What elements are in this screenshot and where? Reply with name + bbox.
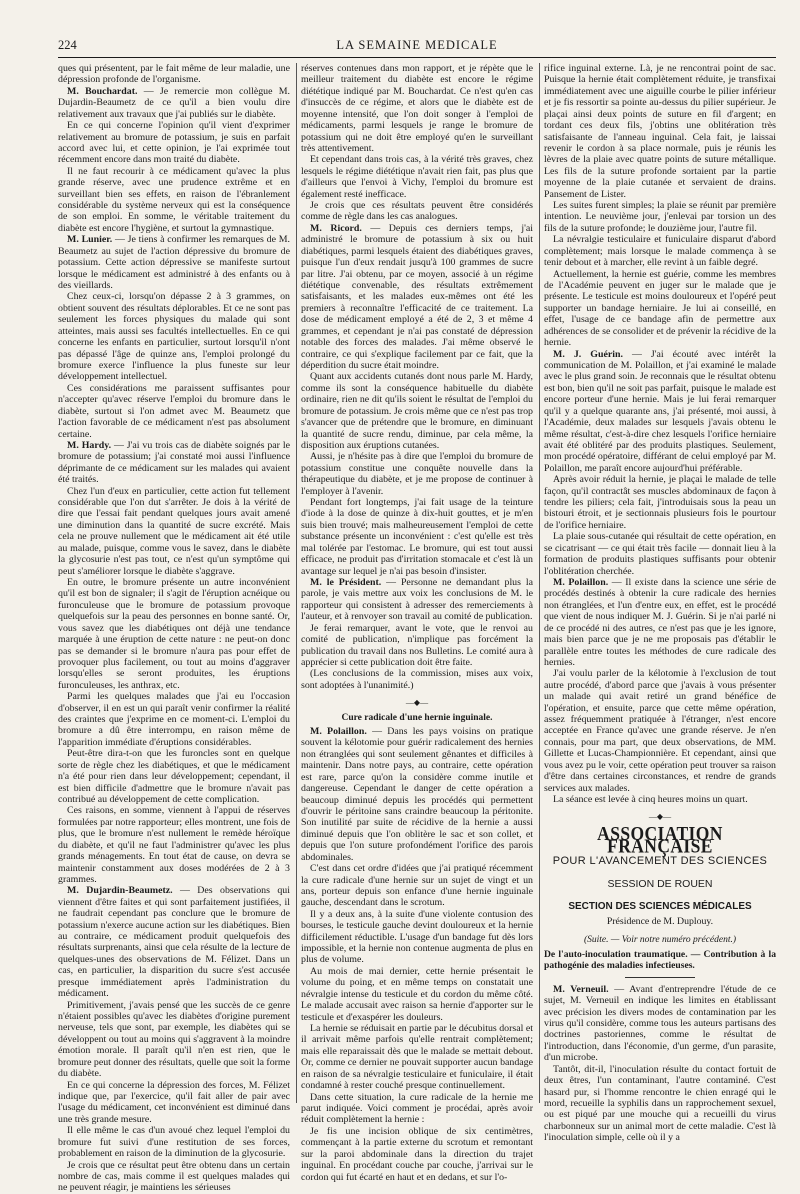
paragraph-text: — Depuis ces derniers temps, j'ai administré le bromure de potassium à six ou huit diabétiques, parmi lesquels étaient des diabétiques graves, puisque l'un d'eux rendait jusqu'à 100 grammes de sucre par litre. J'ai obtenu, par ce moyen, associé à un régime diététique convenable, des résultats extrêmement satisfaisants, et les malades eux-mêmes ont été les premiers à reconnaître l'efficacité de ce traitement. La dose de médicament employé a été de 2, 3 et même 4 grammes, et cependant je n'ai pas constaté de dépression notable des forces des malades. J'ai même observé le contraire, ce qui s'explique facilement par ce fait, que la déperdition du sucre était moindre. xyxy=(301,222,533,371)
paragraph xyxy=(301,63,533,154)
column-2-paragraphs-a xyxy=(301,63,533,691)
paragraph xyxy=(58,291,290,382)
paragraph xyxy=(58,1160,290,1194)
paragraph-text: La plaie sous-cutanée qui résultait de cette opération, en se cicatrisant — ce qui était très facile — donnait lieu à la formation de produits plastiques suffisants pour obtenir l'oblitération cherchée. xyxy=(544,531,776,577)
paragraph-text: Au mois de mai dernier, cette hernie présentait le volume du poing, et en même temps on constatait une névralgie intense du testicule et du cordon du même côté. Le malade accusait avec raison sa hernie d'apporter sur le testicule et d'exaspérer les douleurs. xyxy=(301,965,533,1023)
session-heading: SESSION DE ROUEN xyxy=(607,878,713,891)
running-head xyxy=(58,38,776,52)
speaker-name: M. Polaillon. xyxy=(553,576,609,588)
paragraph xyxy=(544,474,776,531)
journal-page xyxy=(58,38,776,1194)
paragraph-text: Il elle même le cas d'un avoué chez lequel l'emploi du bromure fut suivi d'une restitution de ses forces, probablement en raison de la diminution de la glycosurie. xyxy=(58,1125,290,1160)
section-ornament: —◆— xyxy=(405,698,429,708)
paragraph xyxy=(301,223,533,371)
paragraph xyxy=(58,1080,290,1126)
header-rule xyxy=(58,57,776,58)
paragraph-text: — J'ai écouté avec intérêt la communication de M. Polaillon, et j'ai examiné le malade avec le plus grand soin. Je reconnais que le résultat obtenu est bon, bien qu'il ne soit pas parfait, puisque le malade est encore porteur d'une hernie. Mais je lui ferai remarquer qu'il y a quelque quarante ans, j'ai présenté, moi aussi, à l'Académie, deux malades sur lesquels j'avais obtenu le même résultat, c'est-à-dire chez lesquels l'orifice herniaire avait été oblitéré par des produits plastiques. Seulement, mon procédé opératoire, différant de celui employé par M. Polaillon, me paraît encore aujourd'hui préférable. xyxy=(544,348,776,474)
paragraph-text: (Les conclusions de la commission, mises aux voix, sont adoptées à l'unanimité.) xyxy=(301,668,533,691)
paragraph-text: — Je tiens à confirmer les remarques de M. Beaumetz au sujet de l'action dépressive du bromure de potassium. Cette action dépressive se manifeste surtout lorsque le médicament est administré à des enfants ou à des vieillards. xyxy=(58,234,290,292)
paragraph xyxy=(58,691,290,748)
column-2 xyxy=(301,63,533,1183)
speaker-name: M. Ricord. xyxy=(310,222,362,234)
column-3-paragraphs-a xyxy=(544,63,776,805)
paragraph-text: Primitivement, j'avais pensé que les succès de ce genre n'étaient possibles qu'avec les diabètes d'origine purement nerveuse, tels que sont, par exemple, les diabètes qui se développent ou tout au moins qui s'aggravent à la moindre émotion morale. Il paraît qu'il n'en est rien, que le bromure peut donner des résultats, quelle que soit la forme du diabète. xyxy=(58,999,290,1080)
paragraph xyxy=(544,349,776,475)
text-columns xyxy=(58,63,776,1194)
column-1 xyxy=(58,63,291,1194)
paragraph xyxy=(58,440,290,486)
speaker-name: M. Lunier. xyxy=(67,234,113,246)
journal-title: LA SEMAINE MEDICALE xyxy=(336,38,498,52)
paragraph xyxy=(301,909,533,966)
paragraph-text: réserves contenues dans mon rapport, et je répète que le meilleur traitement du diabète est encore le régime diététique indiqué par M. Bouchardat. Ce n'est qu'en cas d'insuccès de ce régime, et alors que le diabète est de moyenne intensité, que l'on doit songer à l'emploi de médicaments, parmi lesquels je range le bromure de potassium qui ne doit être employé qu'en le surveillant très attentivement. xyxy=(301,63,533,154)
paragraph-text: Il ne faut recourir à ce médicament qu'avec la plus grande réserve, avec une prudence extrême et en surveillant bien ses effets, en raison de l'ébranlement considérable du système nerveux qui est la conséquence de son emploi. En somme, le véritable traitement du diabète est encore l'hygiène, et surtout la gymnastique. xyxy=(58,165,290,234)
paragraph-text: Chez ceux-ci, lorsqu'on dépasse 2 à 3 grammes, on obtient souvent des résultats déplorables. Et ce ne sont pas seulement les forces physiques du malade qui sont atteintes, mais aussi ses facultés intellectuelles. En ce qui concerne les enfants en particulier, surtout lorsqu'il n'ont pas dépassé l'âge de quinze ans, l'emploi prolongé du bromure exerce l'influence la plus funeste sur leur développement intellectuel. xyxy=(58,291,290,383)
paragraph xyxy=(544,269,776,349)
paragraph xyxy=(58,885,290,999)
paragraph-text: — Des observations qui viennent d'être faites et qui sont parfaitement justifiées, il ne faudrait cependant pas conclure que le bromure de potassium n'exerce aucune action sur les diabétiques. Bien au contraire, ce médicament produit quelquefois des résultats surprenants, ainsi que cela résulte de la lecture de quelques-unes des observations de M. Félizet. Dans un cas, en particulier, la disparition du sucre s'est accusée presque immédiatement après l'administration du médicament. xyxy=(58,885,290,1000)
speaker-name: M. J. Guérin. xyxy=(553,348,623,360)
paragraph xyxy=(301,154,533,200)
paragraph-text: J'ai voulu parler de la kélotomie à l'exclusion de tout autre procédé, d'abord parce que j'avais à vous présenter un malade qui avait retiré un grand bénéfice de l'opération, et ensuite, parce que cette même opération, assez fréquemment pratiquée à l'étranger, n'est encore acceptée en France qu'avec une grande réserve. Je n'en connais, pour ma part, que deux observations, de MM. Gillette et Lucas-Championnière. Et cependant, ainsi que vous avez pu le voir, cette opération peut trouver sa raison d'être dans certaines circonstances, et rendre de grands services aux malades. xyxy=(544,668,776,794)
paragraph xyxy=(58,63,290,86)
paragraph xyxy=(301,668,533,691)
paragraph xyxy=(58,748,290,805)
paragraph-text: — Il existe dans la science une série de procédés destinés à obtenir la cure radicale des hernies non étranglées, et l'un d'entre eux, en effet, est le procédé que vient de nous indiquer M. J. Guérin. Si je n'ai parlé ni de ce procédé ni des autres, ce n'est pas que je les ignore, mais bien parce que je ne me proposais pas d'établir le parallèle entre toutes les méthodes de cure radicale des hernies. xyxy=(544,576,776,668)
paragraph xyxy=(544,200,776,234)
column-divider xyxy=(296,63,297,1103)
paragraph-text: Peut-être dira-t-on que les furoncles sont en quelque sorte de règle chez les diabétiques, et que le médicament n'a été pour rien dans leur développement; cependant, il est bien difficile d'admettre que le bromure n'avait pas contribué au développement de cette complication. xyxy=(58,748,290,805)
paragraph-text: Quant aux accidents cutanés dont nous parle M. Hardy, comme ils sont la conséquence habituelle du diabète ordinaire, rien ne dit qu'ils soient le résultat de l'emploi du bromure de potassium. Je crois même que ce n'est pas trop s'avancer que de prétendre que le bromure, en diminuant la quantité de sucre rendu, diminue, par cela même, la disposition aux éruptions cutanées. xyxy=(301,371,533,451)
topic-heading: De l'auto-inoculation traumatique. — Contribution à la pathogénie des maladies infectieuses. xyxy=(544,948,776,971)
paragraph xyxy=(58,1125,290,1159)
speaker-name: M. Verneuil. xyxy=(553,983,609,995)
section-ornament: —◆— xyxy=(648,812,672,822)
paragraph xyxy=(58,120,290,166)
speaker-name: M. Dujardin-Beaumetz. xyxy=(67,885,173,897)
paragraph-text: rifice inguinal externe. Là, je ne rencontrai point de sac. Puisque la hernie était complètement réduite, je transfixai immédiatement avec une aiguille courbe le pilier inférieur et je fis ressortir sa pointe au-dessus du pilier supérieur. Je plaçai ainsi deux points de suture en fil d'argent; en tordant ces deux fils, j'obtins une oblitération très satisfaisante de l'anneau inguinal. Cela fait, je laissai revenir le cordon à sa place normale, puis je réunis les lèvres de la plaie avec quatre points de suture métallique. Les fils de la suture profonde sortaient par la partie moyenne de la plaie cutanée et servaient de drains. Pansement de Lister. xyxy=(544,63,776,200)
paragraph-text: En ce qui concerne l'opinion qu'il vient d'exprimer relativement au bromure de potassium, je suis en parfait accord avec lui, et cette opinion, je l'ai exprimée tout récemment encore dans mon traité du diabète. xyxy=(58,120,290,166)
paragraph-text: Il y a deux ans, à la suite d'une violente contusion des bourses, le testicule gauche devint douloureux et la hernie difficilement réductible. L'usage d'un bandage fut dès lors impossible, et la hernie non contenue augmenta de plus en plus de volume. xyxy=(301,908,533,966)
paragraph-text: — Je remercie mon collègue M. Dujardin-Beaumetz de ce qu'il a bien voulu dire relativement aux travaux que j'ai publiés sur le diabète. xyxy=(58,85,291,120)
paragraph xyxy=(301,726,533,863)
paragraph xyxy=(544,668,776,794)
presidence-line: Présidence de M. Duplouy. xyxy=(606,915,714,927)
paragraph xyxy=(544,1064,776,1144)
section-title: SECTION DES SCIENCES MÉDICALES xyxy=(568,900,752,912)
paragraph-text: — Personne ne demandant plus la parole, je vais mettre aux voix les conclusions de M. le rapporteur qui consistent à adresser des remerciements à l'auteur, et à renvoyer son travail au comité de publication. xyxy=(301,576,533,623)
paragraph xyxy=(58,486,290,577)
paragraph-text: La hernie se réduisait en partie par le décubitus dorsal et il arrivait même parfois qu'elle rentrait complètement; mais elle reparaissait dès que le malade se mettait debout. Or, comme ce dernier ne pouvait supporter aucun bandage en raison de sa névralgie testiculaire et funiculaire, il était condamné à rester couché presque continuellement. xyxy=(301,1023,533,1092)
paragraph-text: Je crois que ce résultat peut être obtenu dans un certain nombre de cas, mais comme il est quelques malades qui ne peuvent réagir, je maintiens les sérieuses xyxy=(58,1159,290,1194)
paragraph-text: Les suites furent simples; la plaie se réunit par première intention. Le neuvième jour, j'enlevai par torsion un des fils de la suture profonde; le douzième jour, l'autre fil. xyxy=(544,200,776,234)
paragraph xyxy=(58,577,290,691)
paragraph-text: ques qui présentent, par le fait même de leur maladie, une dépression profonde de l'organisme. xyxy=(58,63,290,86)
paragraph xyxy=(301,863,533,909)
paragraph xyxy=(544,577,776,668)
paragraph-text: Tantôt, dit-il, l'inoculation résulte du contact fortuit de deux êtres, l'un contaminant, l'autre contaminé. C'est hasard pur, si l'homme rencontre le chien enragé qui le mord, recueille la syphilis dans un rapprochement sexuel, ou est piqué par une mouche qui a recueilli du virus charbonneux sur un animal mort de cette maladie. C'est là l'inoculation simple, celle où il y a xyxy=(544,1063,776,1144)
paragraph-text: Dans cette situation, la cure radicale de la hernie me parut indiquée. Voici comment je procédai, après avoir réduit complètement la hernie : xyxy=(301,1091,533,1126)
paragraph-text: Je fis une incision oblique de six centimètres, commençant à la partie externe du scrotum et remontant sur la paroi abdominale dans la direction du trajet inguinal. En procédant couche par couche, j'arrivai sur le cordon qui fut écarté en haut et en dedans, et sur l'o- xyxy=(301,1125,533,1183)
column-divider xyxy=(539,63,540,1103)
speaker-name: M. Hardy. xyxy=(67,439,112,451)
speaker-name: M. le Président. xyxy=(310,576,382,588)
paragraph xyxy=(58,234,290,291)
paragraph-text: — J'ai vu trois cas de diabète soignés par le bromure de potassium; j'ai constaté moi aussi l'influence déprimante de ce médicament sur les malades qui avaient été traités. xyxy=(58,439,290,486)
paragraph-text: La séance est levée à cinq heures moins un quart. xyxy=(553,794,748,805)
paragraph-text: En outre, le bromure présente un autre inconvénient qu'il est bon de signaler; il s'agit de l'éruption acnéique ou furonculeuse que le bromure de potassium provoque quelquefois sur la peau des personnes en bonne santé. Or, vous savez que les diabétiques ont déjà une tendance marquée à une éruption de cette nature : ne peut-on donc pas se demander si le bromure n'aura pas pour effet de provoquer plus facilement, ou tout au moins d'aggraver lorsqu'elles se seront produites, les éruptions furonculeuses, les anthrax, etc. xyxy=(58,576,290,691)
paragraph-text: Je ferai remarquer, avant le vote, que le renvoi au comité de publication, n'implique pas forcément la publication du travail dans nos Bulletins. Le comité aura à apprécier si cette publication doit être faite. xyxy=(301,622,533,668)
paragraph xyxy=(544,531,776,577)
page-number: 224 xyxy=(58,38,77,52)
short-rule xyxy=(625,977,695,978)
paragraph xyxy=(301,1092,533,1126)
paragraph xyxy=(544,234,776,268)
paragraph xyxy=(301,451,533,497)
paragraph-text: C'est dans cet ordre d'idées que j'ai pratiqué récemment la cure radicale d'une hernie sur un sujet de vingt et un ans, porteur depuis son enfance d'une hernie inguinale gauche, descendant dans le scrotum. xyxy=(301,863,533,909)
paragraph xyxy=(544,984,776,1064)
column-2-paragraphs-b xyxy=(301,726,533,1183)
paragraph xyxy=(58,383,290,440)
paragraph xyxy=(301,371,533,451)
paragraph-text: Ces raisons, en somme, viennent à l'appui de réserves formulées par notre rapporteur; elles montrent, une fois de plus, que le bromure n'est nullement le remède héroïque du diabète, et qu'il ne faut l'administrer qu'avec les plus grands ménagements. En tout état de cause, on devra se maintenir constamment aux doses modérées de 2 à 3 grammes. xyxy=(58,805,290,885)
association-title: ASSOCIATION FRANÇAISE xyxy=(597,821,723,858)
section-heading: Cure radicale d'une hernie inguinale. xyxy=(341,712,493,723)
paragraph xyxy=(301,200,533,223)
paragraph-text: Pendant fort longtemps, j'ai fait usage de la teinture d'iode à la dose de quinze à dix-huit gouttes, et je m'en suis bien trouvé; mais malheureusement l'emploi de cette substance présente un inconvénient : c'est qu'elle est très mal tolérée par l'estomac. Le bromure, qui est tout aussi efficace, ne produit pas d'irritation stomacale et c'est là un avantage sur lequel je n'ai pas besoin d'insister. xyxy=(301,497,533,577)
paragraph xyxy=(301,966,533,1023)
speaker-name: M. Polaillon. xyxy=(310,726,367,738)
paragraph xyxy=(301,577,533,623)
paragraph-text: En ce qui concerne la dépression des forces, M. Félizet indique que, par l'exercice, qu'il fait aller de pair avec l'usage du médicament, cet inconvénient est diminué dans une très grande mesure. xyxy=(58,1079,290,1125)
paragraph xyxy=(301,1126,533,1183)
paragraph-text: Ces considérations me paraissent suffisantes pour n'accepter qu'avec réserve l'emploi du bromure dans le diabète, surtout si l'on admet avec M. Beaumetz que l'action favorable de ce médicament n'est pas absolument certaine. xyxy=(58,382,290,440)
column-1-paragraphs xyxy=(58,63,290,1194)
continuation-note: (Suite. — Voir notre numéro précédent.) xyxy=(583,935,737,946)
paragraph-text: Actuellement, la hernie est guérie, comme les membres de l'Académie peuvent en juger sur le malade que je présente. Le testicule est moins douloureux et l'opéré peut supporter un bandage herniaire. Je lui ai conseillé, en effet, l'usage de ce bandage afin de permettre aux adhérences de se consolider et de prévenir la récidive de la hernie. xyxy=(544,268,776,349)
paragraph xyxy=(301,1023,533,1092)
paragraph-text: Je crois que ces résultats peuvent être considérés comme de règle dans les cas analogues. xyxy=(301,200,533,223)
paragraph xyxy=(58,86,290,120)
paragraph xyxy=(58,1000,290,1080)
paragraph xyxy=(58,805,290,885)
paragraph xyxy=(301,623,533,669)
paragraph-text: La névralgie testiculaire et funiculaire disparut d'abord complètement; mais lorsque le malade commença à se tenir debout et à marcher, elle revint à un faible degré. xyxy=(544,234,776,269)
paragraph xyxy=(544,63,776,200)
paragraph-text: Chez l'un d'eux en particulier, cette action fut tellement considérable que l'on dut s'arrêter. Je dois à la vérité de dire que l'essai fait pendant quelques jours avait amené une diminution dans la quantité de sucre excrété. Mais cela ne prouve nullement que le médicament ait été utile au malade, puisque, comme vous le savez, dans le diabète la glycosurie n'est pas tout, ce n'est qu'un symptôme qui peut s'améliorer lorsque le diabète s'aggrave. xyxy=(58,485,290,577)
column-3 xyxy=(544,63,776,1144)
paragraph-text: Parmi les quelques malades que j'ai eu l'occasion d'observer, il en est un qui paraît venir confirmer la réalité des craintes que j'exprime en ce moment-ci. L'emploi du bromure a dû être interrompu, en raison même de l'apparition immédiate d'éruptions considérables. xyxy=(58,691,290,748)
paragraph xyxy=(301,497,533,577)
paragraph-text: Après avoir réduit la hernie, je plaçai le malade de telle façon, qu'il contractât ses muscles abdominaux de façon à tendre les piliers; cela fait, j'introduisais sous la peau un bistouri étroit, et je sectionnais plusieurs fois le pourtour de l'orifice herniaire. xyxy=(544,474,776,531)
paragraph-text: — Dans les pays voisins on pratique souvent la kélotomie pour guérir radicalement des hernies non étranglées qui sont seulement gênantes et difficiles à maintenir. Dans notre pays, au contraire, cette opération est rare, parce qu'on la considère comme inutile et dangereuse. Cependant le danger de cette opération a beaucoup diminué depuis les procédés qui permettent d'ouvrir le péritoine sans craindre beaucoup la péritonite. Son inutilité par suite de récidive de la hernie a aussi diminué depuis que l'on oblitère le sac et son collet, et depuis que l'on suture profondément l'orifice des parois abdominales. xyxy=(301,726,533,863)
association-subtitle: POUR L'AVANCEMENT DES SCIENCES xyxy=(552,854,768,867)
column-3-paragraphs-b xyxy=(544,984,776,1144)
paragraph-text: Aussi, je n'hésite pas à dire que l'emploi du bromure de potassium constitue une conquête nouvelle dans la thérapeutique du diabète, et je me propose de continuer à l'employer à l'avenir. xyxy=(301,451,533,497)
paragraph xyxy=(58,166,290,235)
paragraph xyxy=(544,794,776,805)
speaker-name: M. Bouchardat. xyxy=(67,85,138,97)
paragraph-text: — Avant d'entreprendre l'étude de ce sujet, M. Verneuil en indique les limites en établissant avec précision les divers modes de contamination par les virus qu'il considère, comme tous les auteurs partisans des doctrines pastoriennes, comme le résultat de l'introduction, dans l'économie, d'un germe, d'un parasite, d'un microbe. xyxy=(544,983,776,1064)
paragraph-text: Et cependant dans trois cas, à la vérité très graves, chez lesquels le régime diététique n'avait rien fait, pas plus que d'ailleurs que l'envoi à Vichy, l'emploi du bromure est également resté inefficace. xyxy=(301,154,533,200)
